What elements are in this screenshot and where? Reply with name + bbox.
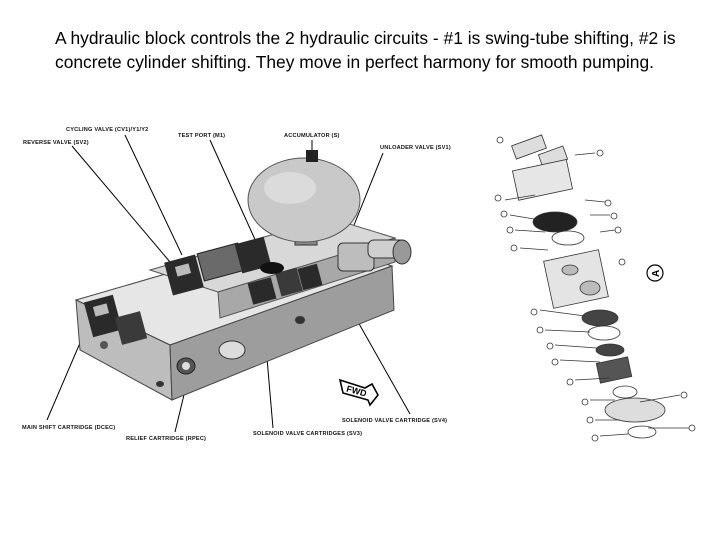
svg-text:A: A <box>651 269 662 277</box>
fwd-arrow <box>340 380 378 405</box>
callout-solenoid-cartridges: SOLENOID VALVE CARTRIDGES (SV3) <box>253 431 363 437</box>
leader-cycling-valve <box>125 135 182 255</box>
callout-cycling-valve: CYCLING VALVE (CV1)/Y1/Y2 <box>66 127 149 133</box>
callout-unloader-valve: UNLOADER VALVE (SV1) <box>380 145 451 151</box>
svg-text:FWD: FWD <box>345 383 368 399</box>
exploded-view <box>505 135 690 438</box>
callout-accumulator: ACCUMULATOR (S) <box>284 133 340 139</box>
callout-relief-cartridge: RELIEF CARTRIDGE (RPEC) <box>126 436 207 442</box>
callout-main-shift-cartridge: MAIN SHIFT CARTRIDGE (DCEC) <box>22 425 116 431</box>
slide-caption: A hydraulic block controls the 2 hydraulic circuits - #1 is swing-tube shifting, #2 is concrete cylinder shifting. They move in perfect harmony for smooth pumping. <box>55 28 676 72</box>
callout-test-port: TEST PORT (M1) <box>178 133 226 139</box>
callout-solenoid-cartridge-sv4: SOLENOID VALVE CARTRIDGE (SV4) <box>342 418 448 424</box>
leader-reverse-valve <box>72 146 170 262</box>
view-letter-marker <box>647 265 663 281</box>
callout-reverse-valve: REVERSE VALVE (SV2) <box>23 140 89 146</box>
